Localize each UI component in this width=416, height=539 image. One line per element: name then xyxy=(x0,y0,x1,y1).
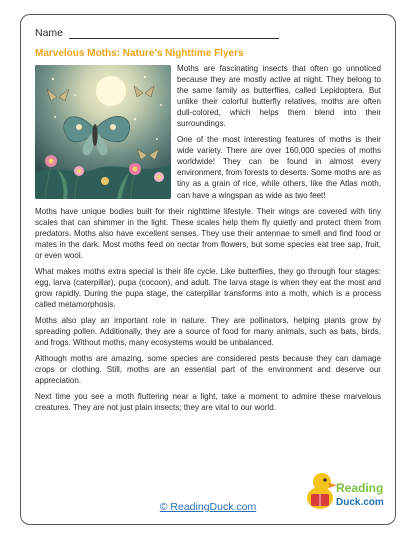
paragraph-5: Moths also play an important role in nature. They are pollinators, helping plants grow by spreading pollen. Additionally, they are a source of food for many animals, such as bats, birds, and frogs. Without moths, many ecosystems would be unbalanced. xyxy=(35,315,381,348)
moon-icon xyxy=(96,76,126,106)
name-blank-line[interactable] xyxy=(69,27,279,39)
paragraph-4: What makes moths extra special is their life cycle. Like butterflies, they go through four stages: egg, larva (caterpillar), pupa (cocoon), and adult. The larva stage is when they eat the most and grow rapidly. During the pupa stage, the caterpillar transforms into a moth, which is a process called metamorphosis. xyxy=(35,266,381,309)
paragraph-6: Although moths are amazing, some species are considered pests because they can damage crops or clothing. Still, moths are an essential part of the environment and deserve our appreciation. xyxy=(35,354,381,386)
article-title: Marvelous Moths: Nature's Nighttime Flyers xyxy=(35,48,244,59)
logo-text-duck: Duck.com xyxy=(336,497,384,508)
illustration-svg xyxy=(35,65,171,199)
paragraph-2: One of the most interesting features of moths is their wide variety. There are over 160,000 species of moths worldwide! They can be found in almost every environment, from forests to deserts. Some moths are as tiny as a grain of rice, while others, like the Atlas moth, can have a wingspan as wide as two feet! xyxy=(177,135,381,200)
moths-night-garden-illustration xyxy=(35,65,171,199)
paragraph-7: Next time you see a moth fluttering near a light, take a moment to admire these marvelous creatures. They are not just plain insects; they are vital to our world. xyxy=(35,392,381,413)
name-label: Name xyxy=(35,27,64,39)
logo-text-reading: Reading xyxy=(336,481,384,495)
name-field-row xyxy=(35,27,279,39)
paragraph-3: Moths have unique bodies built for their nighttime lifestyle. Their wings are covered with tiny scales that can shimmer in the light. These scales help them fly quietly and protect them from predators. Moths also have excellent senses. They use their antennae to smell and find food or mates in the dark. Most moths feed on nectar from flowers, but some species eat tree sap, fruit, or even wool. xyxy=(35,206,381,260)
article-body xyxy=(35,63,381,418)
readingduck-link[interactable]: © ReadingDuck.com xyxy=(159,501,257,513)
reading-duck-logo[interactable] xyxy=(302,464,384,516)
paragraph-1: Moths are fascinating insects that often go unnoticed because they are mostly active at night. They belong to the same family as butterflies, called Lepidoptera. But unlike their colorful butterfly relatives, moths are often dull-colored, which helps them blend into their surroundings. xyxy=(177,64,381,129)
duck-icon xyxy=(307,473,337,509)
